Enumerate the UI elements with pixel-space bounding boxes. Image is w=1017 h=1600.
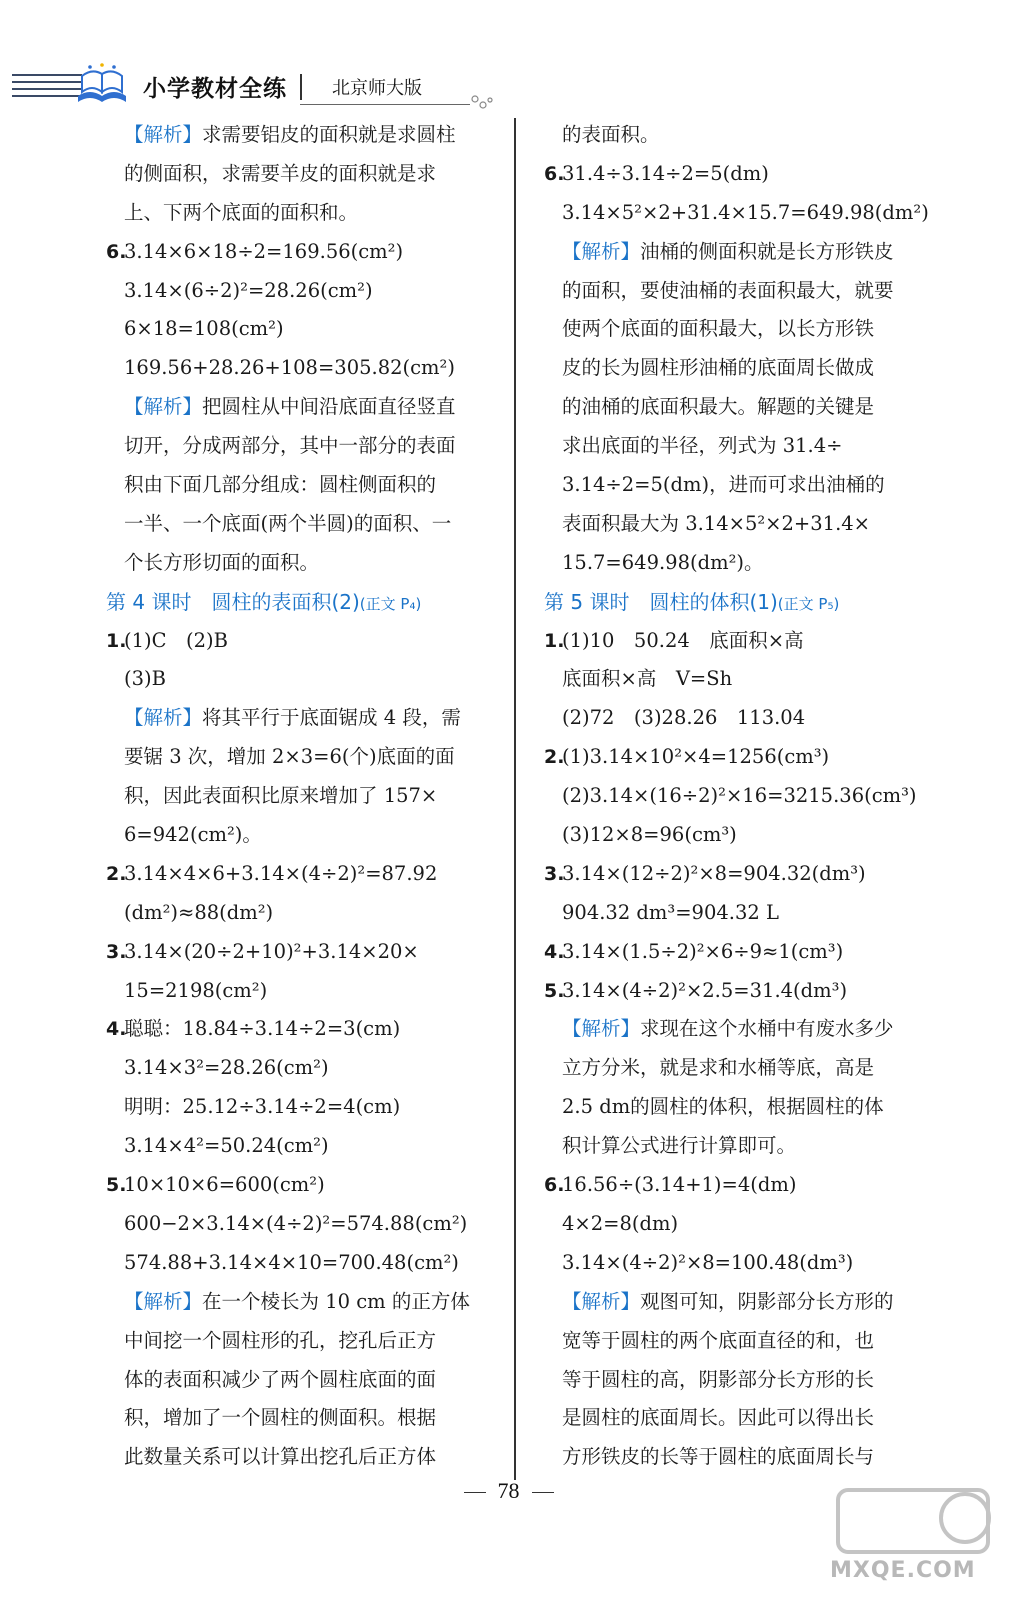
text-line (544, 1399, 954, 1438)
analysis-tag: 【解析】 (562, 1017, 641, 1041)
text-line (544, 116, 954, 155)
header-separator (300, 74, 302, 100)
line-text: 的油桶的底面积最大。解题的关键是 (562, 395, 875, 419)
analysis-line (106, 116, 508, 155)
answer-line (544, 1166, 954, 1205)
question-number: 6. (544, 1174, 565, 1197)
line-text: 求出底面的半径，列式为 31.4÷ (562, 434, 843, 458)
question-number: 1. (106, 629, 127, 652)
line-text: 此数量关系可以计算出挖孔后正方体 (124, 1445, 437, 1469)
line-text: 是圆柱的底面周长。因此可以得出长 (562, 1406, 875, 1430)
analysis-text: 把圆柱从中间沿底面直径竖直 (202, 395, 456, 419)
text-line (544, 1088, 954, 1127)
answer-line (544, 855, 954, 894)
page-number-text: 78 (497, 1478, 520, 1503)
right-column (544, 116, 954, 1477)
lesson-title: 第 5 课时 圆柱的体积(1) (544, 589, 778, 614)
line-text: 积计算公式进行计算即可。 (562, 1134, 797, 1158)
line-text: (3)B (124, 667, 166, 691)
line-text: 169.56+28.26+108=305.82(cm²) (124, 356, 455, 380)
text-line (544, 466, 954, 505)
answer-text: 3.14×(4÷2)²×2.5=31.4(dm³) (562, 978, 848, 1002)
header-dots-icon (470, 94, 494, 112)
analysis-tag: 【解析】 (124, 1289, 203, 1313)
answer-line (106, 233, 508, 272)
answer-line (544, 738, 954, 777)
question-number: 5. (106, 1174, 127, 1197)
text-line (544, 349, 954, 388)
answer-text: 3.14×(12÷2)²×8=904.32(dm³) (562, 861, 866, 885)
question-number: 4. (106, 1018, 127, 1041)
line-text: 积，因此表面积比原来增加了 157× (124, 784, 438, 808)
lesson-title: 第 4 课时 圆柱的表面积(2) (106, 589, 360, 614)
line-text: 使两个底面的面积最大，以长方形铁 (562, 317, 875, 341)
line-text: 的侧面积，求需要羊皮的面积就是求 (124, 161, 437, 185)
answer-text: 31.4÷3.14÷2=5(dm) (562, 161, 769, 185)
text-line (544, 699, 954, 738)
analysis-text: 在一个棱长为 10 cm 的正方体 (202, 1289, 470, 1313)
line-text: 15=2198(cm²) (124, 978, 268, 1002)
text-line (544, 505, 954, 544)
answer-text: 10×10×6=600(cm²) (124, 1173, 325, 1197)
answer-line (106, 1010, 508, 1049)
text-line (544, 816, 954, 855)
lesson-reference: (正文 P₅) (777, 594, 840, 613)
header-underline (300, 104, 470, 105)
line-text: 574.88+3.14×4×10=700.48(cm²) (124, 1250, 459, 1274)
analysis-text: 观图可知，阴影部分长方形的 (640, 1289, 894, 1313)
line-text: 3.14×(6÷2)²=28.26(cm²) (124, 278, 373, 302)
text-line (544, 1127, 954, 1166)
line-text: 的表面积。 (562, 123, 660, 146)
analysis-line (106, 388, 508, 427)
question-number: 1. (544, 629, 565, 652)
text-line (106, 738, 508, 777)
line-text: 6=942(cm²)。 (124, 823, 262, 847)
answer-text: (1)C (2)B (124, 628, 228, 652)
text-line (106, 310, 508, 349)
text-line (544, 1244, 954, 1283)
answer-text: 3.14×(1.5÷2)²×6÷9≈1(cm³) (562, 939, 844, 963)
analysis-line (106, 1283, 508, 1322)
question-number: 2. (106, 862, 127, 885)
analysis-line (544, 1010, 954, 1049)
analysis-tag: 【解析】 (124, 123, 203, 146)
line-text: (2)72 (3)28.26 113.04 (562, 706, 806, 730)
watermark-logo-icon (830, 1470, 1005, 1560)
text-line (106, 1399, 508, 1438)
text-line (106, 1244, 508, 1283)
line-text: (dm²)≈88(dm²) (124, 900, 274, 924)
question-number: 3. (106, 940, 127, 963)
text-line (106, 660, 508, 699)
text-line (106, 1322, 508, 1361)
analysis-line (544, 233, 954, 272)
text-line (544, 894, 954, 933)
line-text: 3.14×3²=28.26(cm²) (124, 1056, 329, 1080)
text-line (544, 310, 954, 349)
line-text: 底面积×高 V=Sh (562, 667, 733, 691)
answer-text: 3.14×4×6+3.14×(4÷2)²=87.92 (124, 861, 438, 885)
analysis-text: 求需要铝皮的面积就是求圆柱 (202, 123, 456, 146)
text-line (544, 427, 954, 466)
line-text: 立方分米，就是求和水桶等底，高是 (562, 1056, 875, 1080)
text-line (106, 505, 508, 544)
line-text: (2)3.14×(16÷2)²×16=3215.36(cm³) (562, 784, 917, 808)
line-text: 3.14×5²×2+31.4×15.7=649.98(dm²) (562, 200, 929, 224)
line-text: 个长方形切面的面积。 (124, 550, 320, 574)
text-line (106, 972, 508, 1011)
page-header (0, 60, 1017, 110)
analysis-text: 求现在这个水桶中有废水多少 (640, 1017, 894, 1041)
analysis-line (544, 1283, 954, 1322)
text-line (544, 544, 954, 583)
line-text: 一半、一个底面(两个半圆)的面积、一 (124, 511, 452, 535)
header-edition: 北京师大版 (332, 78, 422, 99)
text-line (106, 427, 508, 466)
watermark-text: MXQE.COM (830, 1558, 976, 1583)
analysis-tag: 【解析】 (562, 1289, 641, 1313)
text-line (544, 1361, 954, 1400)
line-text: 15.7=649.98(dm²)。 (562, 550, 764, 574)
line-text: 方形铁皮的长等于圆柱的底面周长与 (562, 1445, 875, 1469)
line-text: (3)12×8=96(cm³) (562, 823, 737, 847)
line-text: 体的表面积减少了两个圆柱底面的面 (124, 1367, 437, 1391)
text-line (544, 388, 954, 427)
text-line (106, 272, 508, 311)
text-line (544, 660, 954, 699)
line-text: 明明：25.12÷3.14÷2=4(cm) (124, 1095, 401, 1119)
answer-line (544, 972, 954, 1011)
analysis-text: 油桶的侧面积就是长方形铁皮 (640, 239, 894, 263)
analysis-tag: 【解析】 (124, 706, 203, 730)
text-line (106, 349, 508, 388)
text-line (544, 777, 954, 816)
text-line (106, 1127, 508, 1166)
line-text: 要锯 3 次，增加 2×3=6(个)底面的面 (124, 745, 455, 769)
line-text: 904.32 dm³=904.32 L (562, 900, 779, 924)
text-line (544, 1205, 954, 1244)
answer-line (544, 155, 954, 194)
question-number: 4. (544, 940, 565, 963)
answer-line (544, 933, 954, 972)
line-text: 表面积最大为 3.14×5²×2+31.4× (562, 511, 871, 535)
text-line (106, 1049, 508, 1088)
text-line (544, 1322, 954, 1361)
line-text: 宽等于圆柱的两个底面直径的和，也 (562, 1328, 875, 1352)
lesson-heading (106, 583, 508, 622)
text-line (106, 777, 508, 816)
line-text: 上、下两个底面的面积和。 (124, 200, 359, 224)
open-book-icon (72, 62, 132, 108)
answer-line (106, 933, 508, 972)
line-text: 切开，分成两部分，其中一部分的表面 (124, 434, 456, 458)
line-text: 3.14÷2=5(dm)，进而可求出油桶的 (562, 473, 885, 497)
line-text: 3.14×(4÷2)²×8=100.48(dm³) (562, 1250, 854, 1274)
question-number: 3. (544, 862, 565, 885)
column-divider (514, 118, 516, 1480)
line-text: 中间挖一个圆柱形的孔，挖孔后正方 (124, 1328, 437, 1352)
answer-text: 3.14×6×18÷2=169.56(cm²) (124, 239, 404, 263)
header-title: 小学教材全练 (143, 76, 287, 102)
line-text: 积，增加了一个圆柱的侧面积。根据 (124, 1406, 437, 1430)
text-line (106, 1438, 508, 1477)
text-line (106, 1088, 508, 1127)
question-number: 2. (544, 746, 565, 769)
analysis-line (106, 699, 508, 738)
line-text: 600−2×3.14×(4÷2)²=574.88(cm²) (124, 1211, 468, 1235)
answer-line (106, 1166, 508, 1205)
text-line (544, 272, 954, 311)
left-column (106, 116, 508, 1477)
analysis-text: 将其平行于底面锯成 4 段，需 (202, 706, 461, 730)
text-line (106, 1361, 508, 1400)
text-line (106, 544, 508, 583)
line-text: 2.5 dm的圆柱的体积，根据圆柱的体 (562, 1095, 884, 1119)
line-text: 4×2=8(dm) (562, 1211, 679, 1235)
answer-line (544, 622, 954, 661)
question-number: 6. (106, 240, 127, 263)
lesson-heading (544, 583, 954, 622)
analysis-tag: 【解析】 (562, 239, 641, 263)
line-text: 皮的长为圆柱形油桶的底面周长做成 (562, 356, 875, 380)
watermark (830, 1470, 1005, 1590)
answer-text: (1)10 50.24 底面积×高 (562, 628, 804, 652)
line-text: 的面积，要使油桶的表面积最大，就要 (562, 278, 894, 302)
question-number: 5. (544, 979, 565, 1002)
text-line (106, 894, 508, 933)
answer-line (106, 622, 508, 661)
text-line (106, 816, 508, 855)
answer-text: 16.56÷(3.14+1)=4(dm) (562, 1173, 797, 1197)
question-number: 6. (544, 162, 565, 185)
text-line (106, 466, 508, 505)
analysis-tag: 【解析】 (124, 395, 203, 419)
line-text: 3.14×4²=50.24(cm²) (124, 1134, 329, 1158)
answer-text: (1)3.14×10²×4=1256(cm³) (562, 745, 830, 769)
line-text: 积由下面几部分组成：圆柱侧面积的 (124, 473, 437, 497)
text-line (544, 194, 954, 233)
line-text: 等于圆柱的高，阴影部分长方形的长 (562, 1367, 875, 1391)
text-line (106, 155, 508, 194)
line-text: 6×18=108(cm²) (124, 317, 284, 341)
text-line (106, 194, 508, 233)
text-line (544, 1049, 954, 1088)
answer-text: 聪聪：18.84÷3.14÷2=3(cm) (124, 1017, 401, 1041)
answer-text: 3.14×(20÷2+10)²+3.14×20× (124, 939, 419, 963)
text-line (106, 1205, 508, 1244)
answer-line (106, 855, 508, 894)
lesson-reference: (正文 P₄) (359, 594, 422, 613)
